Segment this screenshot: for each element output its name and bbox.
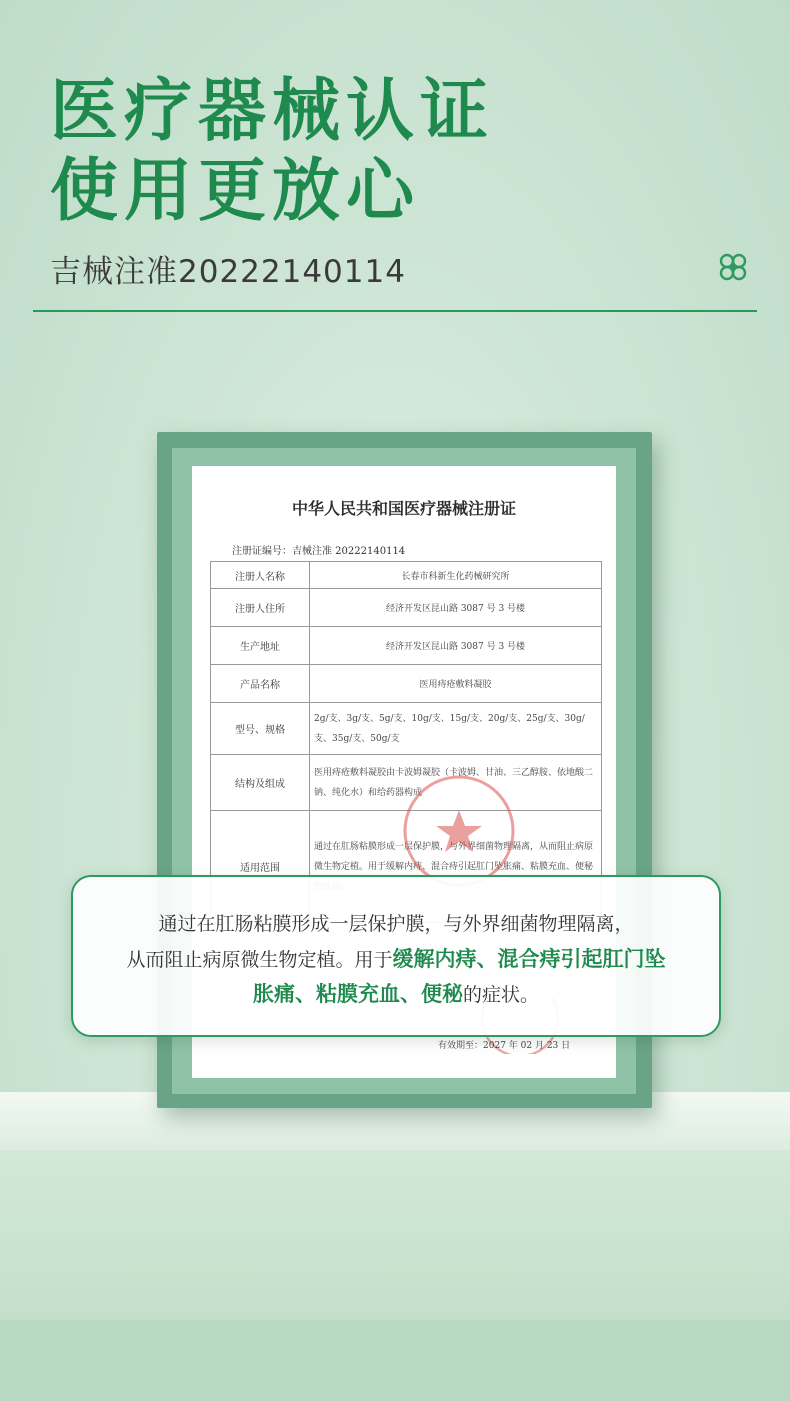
table-row	[211, 703, 602, 755]
callout-line-2	[73, 943, 719, 973]
row-key: 结构及组成	[211, 755, 310, 811]
callout-line-2-plain: 从而阻止病原微生物定植。用于	[126, 949, 393, 971]
clover-icon	[716, 250, 750, 284]
callout-line-3-emphasis: 胀痛、粘膜充血、便秘	[252, 982, 463, 1006]
certificate-title: 中华人民共和国医疗器械注册证	[291, 499, 516, 518]
validity-value: 2027 年 02 月 23 日	[483, 1041, 571, 1051]
row-key: 注册人名称	[211, 562, 310, 589]
certificate-number	[232, 542, 405, 557]
headline-line-1: 医疗器械认证	[50, 72, 495, 151]
podium-front	[0, 1150, 790, 1320]
validity-label: 有效期至：	[438, 1041, 484, 1051]
row-value: 长春市科新生化药械研究所	[310, 562, 602, 589]
row-key: 型号、规格	[211, 703, 310, 755]
certificate-number-label: 注册证编号：	[232, 546, 292, 557]
table-row	[211, 627, 602, 665]
headline-line-2: 使用更放心	[50, 152, 421, 231]
table-row	[211, 665, 602, 703]
row-key: 产品名称	[211, 665, 310, 703]
row-value: 2g/支、3g/支、5g/支、10g/支、15g/支、20g/支、25g/支、30g/支、35g/支、50g/支	[310, 703, 602, 755]
callout-box	[71, 875, 721, 1037]
row-key: 适用范围	[211, 811, 310, 923]
certificate-number-value: 吉械注准 20222140114	[292, 546, 406, 557]
callout-line-3	[73, 978, 719, 1008]
row-value: 通过在肛肠粘膜形成一层保护膜，与外界细菌物理隔离，从而阻止病原微生物定植。用于缓解内痔、混合痔引起肛门坠胀痛、粘膜充血、便秘	[310, 811, 602, 923]
row-value: 医用痔疮敷料凝胶	[310, 665, 602, 703]
registration-number: 吉械注准20222140114	[50, 254, 406, 290]
certificate-validity	[438, 1038, 570, 1051]
row-key: 注册人住所	[211, 589, 310, 627]
callout-line-3-plain: 的症状。	[462, 984, 539, 1006]
table-row	[211, 589, 602, 627]
callout-line-1: 通过在肛肠粘膜形成一层保护膜，与外界细菌物理隔离，	[158, 913, 634, 935]
callout-line-2-emphasis: 缓解内痔、混合痔引起肛门坠	[392, 947, 666, 971]
row-value: 经济开发区昆山路 3087 号 3 号楼	[310, 627, 602, 665]
table-row	[211, 562, 602, 589]
row-value: 医用痔疮敷料凝胶由卡波姆凝胶（卡波姆、甘油、三乙醇胺、依地酸二钠、纯化水）和给药器构成	[310, 755, 602, 811]
row-value: 经济开发区昆山路 3087 号 3 号楼	[310, 589, 602, 627]
red-seal-icon	[400, 772, 518, 890]
header-divider	[33, 310, 757, 312]
row-key: 生产地址	[211, 627, 310, 665]
floor	[0, 1320, 790, 1401]
